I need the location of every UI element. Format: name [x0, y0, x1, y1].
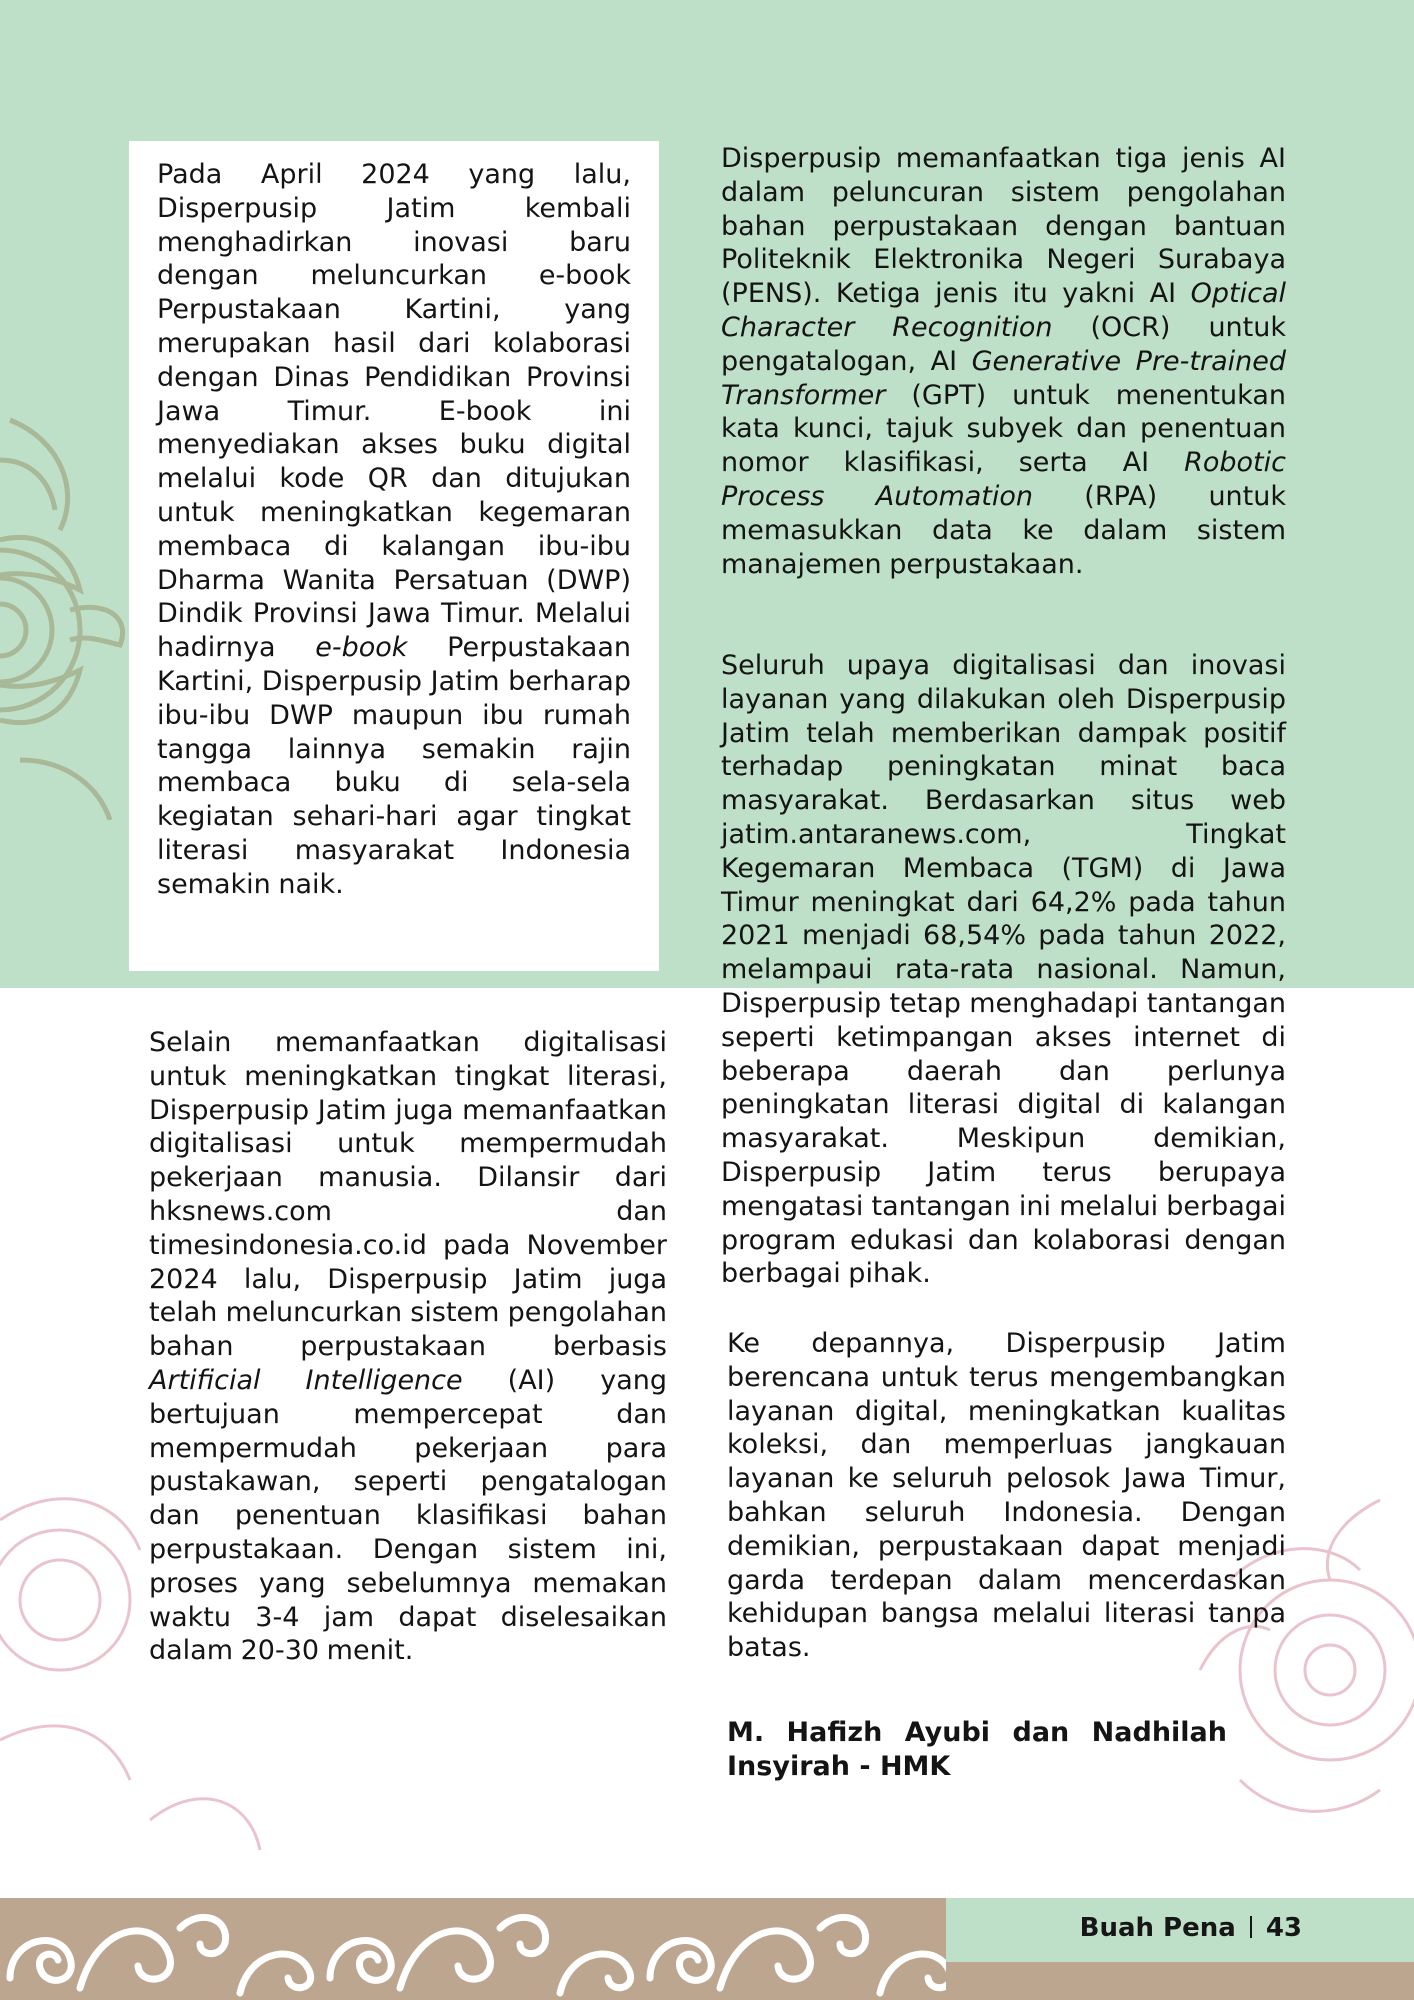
footer-page-info — [1080, 1911, 1302, 1945]
italic-term: Generative Pre-trained Transformer — [721, 345, 1286, 411]
magazine-name: Buah Pena — [1079, 1913, 1236, 1943]
text-run: (AI) yang bertujuan mempercepat dan mempermudah pekerjaan para pustakawan, seperti pengatalogan dan penentuan klasifikasi bahan perpustakaan. Dengan sistem ini, proses yang sebelumnya memakan waktu 3-4 jam dapat diselesaikan dalam 20-30 menit. — [149, 1364, 667, 1667]
page-number: 43 — [1265, 1913, 1302, 1943]
text-run: Selain memanfaatkan digitalisasi untuk meningkatkan tingkat literasi, Disperpusip Jatim juga memanfaatkan digitalisasi untuk mempermudah pekerjaan manusia. Dilansir dari hksnews.com dan timesindonesia.co.id pada November 2024 lalu, Disperpusip Jatim juga telah meluncurkan sistem pengolahan bahan perpustakaan berbasis — [149, 1027, 667, 1363]
text-run: (OCR) untuk pengatalogan, AI — [721, 311, 1287, 377]
author-byline: M. Hafizh Ayubi dan Nadhilah Insyirah - HMK — [727, 1717, 1227, 1782]
text-run: Seluruh upaya digitalisasi dan inovasi layanan yang dilakukan oleh Disperpusip Jatim telah memberikan dampak positif terhadap peningkatan minat baca masyarakat. Berdasarkan situs web jatim.antaranews.com, Tingkat Kegemaran Membaca (TGM) di Jawa Timur meningkat dari 64,2% pada tahun 2021 menjadi 68,54% pada tahun 2022, melampaui rata-rata nasional. Namun, Disperpusip tetap menghadapi tantangan seperti ketimpangan akses internet di beberapa daerah dan perlunya peningkatan literasi digital di kalangan masyarakat. Meskipun demikian, Disperpusip Jatim terus berupaya mengatasi tantangan ini melalui berbagai program edukasi dan kolaborasi dengan berbagai pihak. — [721, 650, 1286, 1290]
text-run: Pada April 2024 yang lalu, Disperpusip Jatim kembali menghadirkan inovasi baru dengan meluncurkan e-book Perpustakaan Kartini, yang merupakan hasil dari kolaborasi dengan Dinas Pendidikan Provinsi Jawa Timur. E-book ini menyediakan akses buku digital melalui kode QR dan ditujukan untuk meningkatkan kegemaran membaca di kalangan ibu-ibu Dharma Wanita Persatuan (DWP) Dindik Provinsi Jawa Timur. Melalui hadirnya — [157, 159, 631, 664]
text-run: Perpustakaan Kartini, Disperpusip Jatim berharap ibu-ibu DWP maupun ibu rumah tangga lainnya semakin rajin membaca buku di sela-sela kegiatan sehari-hari agar tingkat literasi masyarakat Indonesia semakin naik. — [157, 632, 631, 900]
paragraph-ebook-kartini — [157, 158, 631, 902]
italic-term: Robotic Process Automation — [721, 447, 1286, 512]
italic-term: e-book — [315, 632, 408, 664]
italic-term: Artificial Intelligence — [149, 1364, 463, 1396]
text-run: (GPT) untuk menentukan kata kunci, tajuk subyek dan penentuan nomor klasifikasi, serta AI — [721, 379, 1286, 479]
paragraph-ai-system — [149, 1026, 667, 1668]
paragraph-reading-interest — [721, 649, 1286, 1291]
text-run: (RPA) untuk memasukkan data ke dalam sistem manajemen perpustakaan. — [721, 480, 1287, 580]
paragraph-three-ai-types — [721, 142, 1286, 581]
paragraph-future-plans — [727, 1327, 1286, 1665]
text-run: Disperpusip memanfaatkan tiga jenis AI dalam peluncuran sistem pengolahan bahan perpustakaan dengan bantuan Politeknik Elektronika Negeri Surabaya (PENS). Ketiga jenis itu yakni AI — [721, 143, 1286, 310]
italic-term: Optical Character Recognition — [721, 278, 1286, 343]
text-run: Ke depannya, Disperpusip Jatim berencana untuk terus mengembangkan layanan digital, meningkatkan kualitas koleksi, dan memperluas jangkauan layanan ke seluruh pelosok Jawa Timur, bahkan seluruh Indonesia. Dengan demikian, perpustakaan dapat menjadi garda terdepan dalam mencerdaskan kehidupan bangsa melalui literasi tanpa batas. — [727, 1328, 1286, 1664]
floral-ornament-icon — [0, 400, 140, 820]
swirl-pattern-icon — [0, 1898, 946, 2000]
footer-divider — [1250, 1916, 1252, 1938]
